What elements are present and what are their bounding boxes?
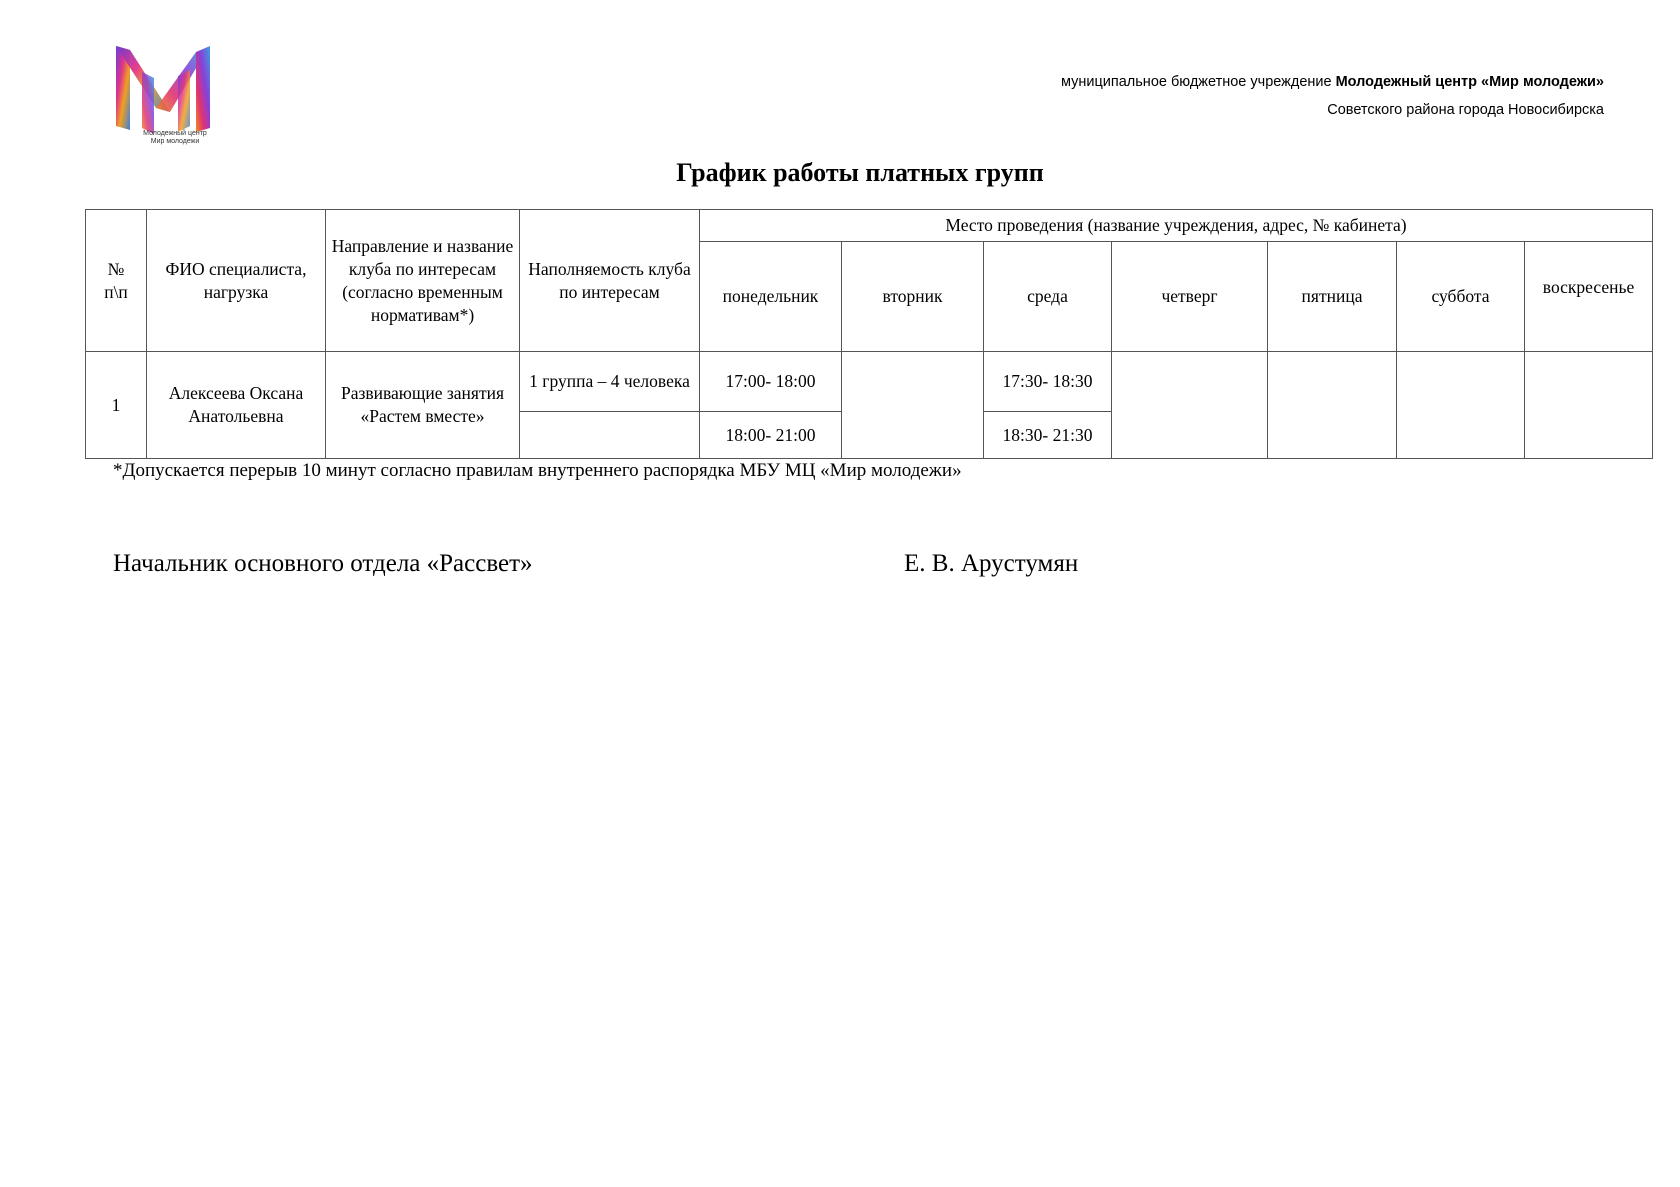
header-friday: пятница (1268, 242, 1397, 352)
signature-position: Начальник основного отдела «Рассвет» (113, 550, 533, 577)
row-thursday (1112, 352, 1268, 459)
header-fio: ФИО специалиста, нагрузка (147, 210, 326, 352)
row-friday (1268, 352, 1397, 459)
page-title: График работы платных групп (676, 158, 1044, 187)
header-direction: Направление и название клуба по интересам (согласно временным нормативам*) (326, 210, 520, 352)
header-wednesday: среда (984, 242, 1112, 352)
row-monday-2: 18:00- 21:00 (700, 412, 842, 459)
header-place: Место проведения (название учреждения, адрес, № кабинета) (700, 210, 1653, 242)
header-thursday: четверг (1112, 242, 1268, 352)
row-capacity: 1 группа – 4 человека (520, 352, 700, 412)
row-capacity-2 (520, 412, 700, 459)
schedule-table (85, 209, 1653, 459)
header-num: № п\п (86, 210, 147, 352)
row-fio: Алексеева Оксана Анатольевна (147, 352, 326, 459)
row-monday-1: 17:00- 18:00 (700, 352, 842, 412)
header-tuesday: вторник (842, 242, 984, 352)
row-tuesday (842, 352, 984, 459)
signature-name: Е. В. Арустумян (904, 550, 1079, 577)
organization-header: муниципальное бюджетное учреждение Молодежный центр «Мир молодежи» Советского района города Новосибирска (1060, 74, 1604, 118)
logo-caption: Молодежный центр Мир молодежи (143, 130, 207, 145)
header-monday: понедельник (700, 242, 842, 352)
header-sunday: воскресенье (1525, 242, 1653, 352)
row-wednesday-1: 17:30- 18:30 (984, 352, 1112, 412)
header-saturday: суббота (1397, 242, 1525, 352)
footnote: *Допускается перерыв 10 минут согласно правилам внутреннего распорядка МБУ МЦ «Мир молодежи» (113, 460, 962, 481)
row-saturday (1397, 352, 1525, 459)
header-capacity: Наполняемость клуба по интересам (520, 210, 700, 352)
row-wednesday-2: 18:30- 21:30 (984, 412, 1112, 459)
row-direction: Развивающие занятия «Растем вместе» (326, 352, 520, 459)
row-num: 1 (86, 352, 147, 459)
row-sunday (1525, 352, 1653, 459)
